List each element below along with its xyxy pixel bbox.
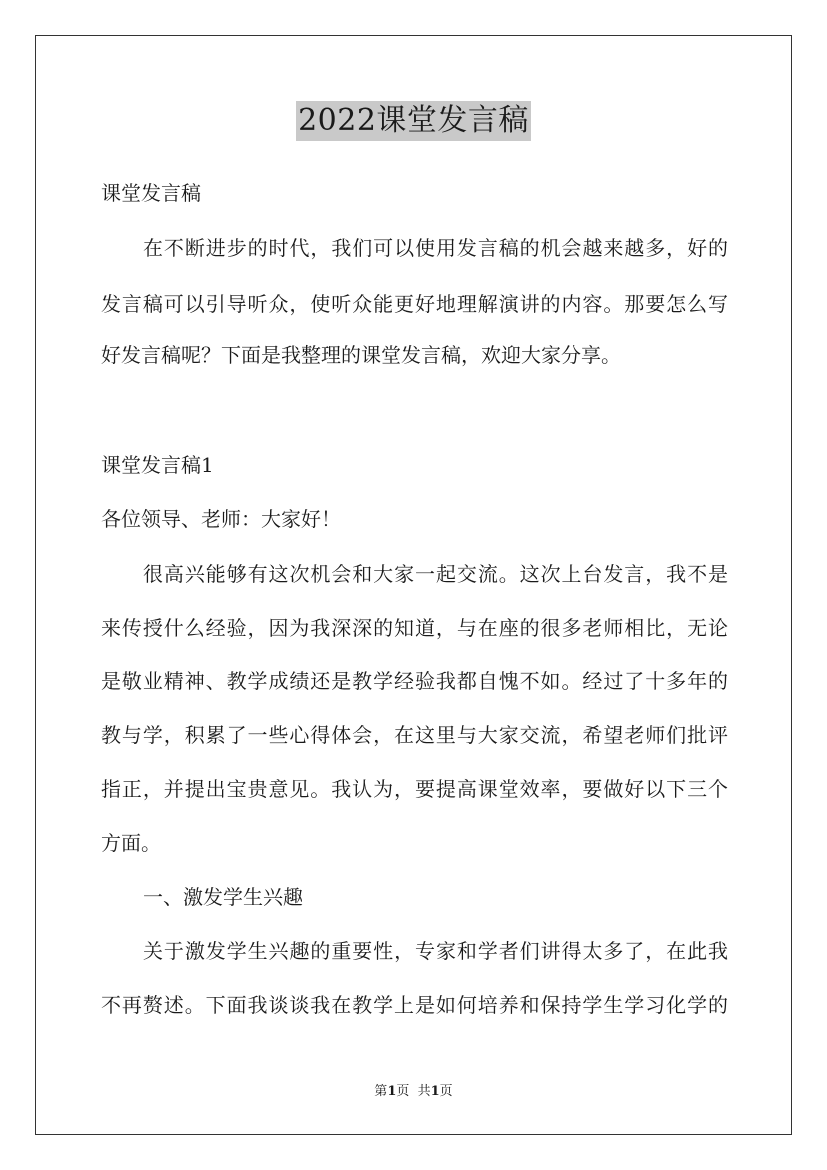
body-line-1: 很高兴能够有这次机会和大家一起交流。这次上台发言，我不是 bbox=[143, 562, 728, 586]
body-line-2: 来传授什么经验，因为我深深的知道，与在座的很多老师相比，无论 bbox=[101, 616, 728, 640]
footer-suffix: 页 bbox=[439, 1084, 453, 1099]
footer-page-number: 1 bbox=[387, 1084, 397, 1099]
body-line-4: 教与学，积累了一些心得体会，在这里与大家交流，希望老师们批评 bbox=[101, 723, 728, 747]
body-line-3: 是敬业精神、教学成绩还是教学经验我都自愧不如。经过了十多年的 bbox=[101, 669, 728, 693]
body-line-6: 方面。 bbox=[101, 831, 161, 855]
body-line-5: 指正，并提出宝贵意见。我认为，要提高课堂效率，要做好以下三个 bbox=[101, 777, 728, 801]
page-footer bbox=[0, 1083, 827, 1101]
document-title: 2022课堂发言稿 bbox=[296, 101, 531, 141]
section-heading: 课堂发言稿1 bbox=[101, 453, 214, 477]
subtitle: 课堂发言稿 bbox=[101, 181, 201, 205]
intro-line-1: 在不断进步的时代，我们可以使用发言稿的机会越来越多，好的 bbox=[143, 236, 728, 260]
footer-prefix: 第 bbox=[374, 1084, 388, 1099]
footer-mid: 页 共 bbox=[396, 1084, 431, 1099]
point-body-line-1: 关于激发学生兴趣的重要性，专家和学者们讲得太多了，在此我 bbox=[143, 939, 728, 963]
point-body-line-2: 不再赘述。下面我谈谈我在教学上是如何培养和保持学生学习化学的 bbox=[101, 993, 728, 1017]
point-heading: 一、激发学生兴趣 bbox=[143, 885, 303, 909]
title-container bbox=[0, 101, 827, 141]
intro-line-2: 发言稿可以引导听众，使听众能更好地理解演讲的内容。那要怎么写 bbox=[101, 292, 728, 316]
intro-line-3: 好发言稿呢？下面是我整理的课堂发言稿，欢迎大家分享。 bbox=[101, 343, 621, 367]
footer-page-total: 1 bbox=[430, 1084, 440, 1099]
greeting: 各位领导、老师：大家好！ bbox=[101, 507, 341, 531]
